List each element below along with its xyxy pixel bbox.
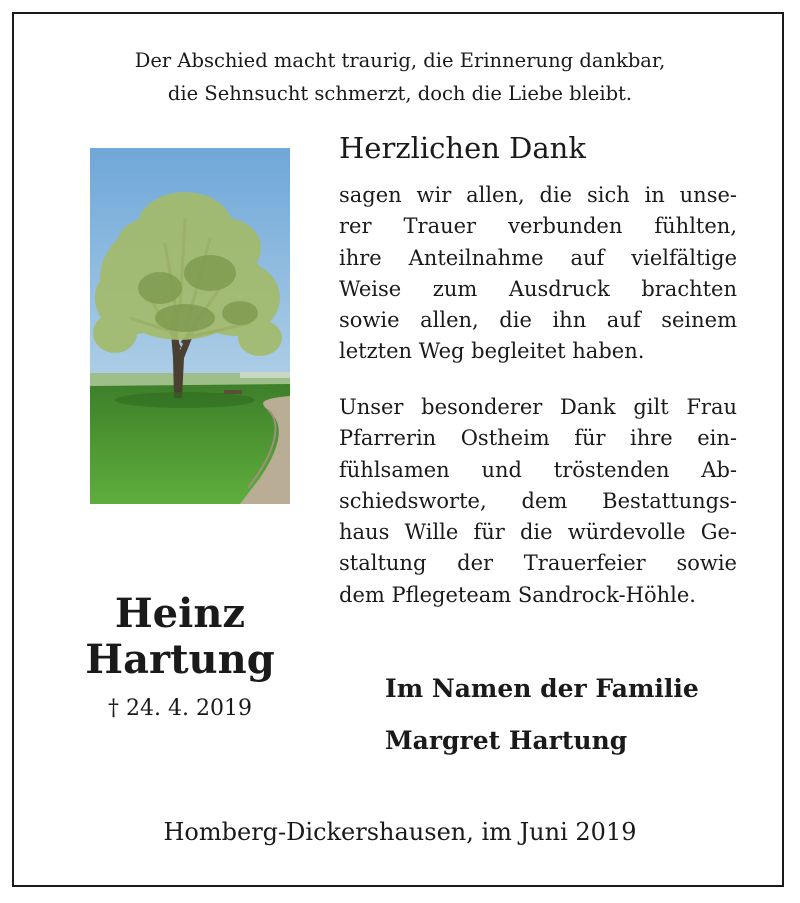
text-line: Pfarrerin Ostheim für ihre ein- [339,426,737,451]
text-line: haus Wille für die würdevolle Ge- [339,520,737,545]
death-date: † 24. 4. 2019 [108,696,252,721]
motto [0,44,800,110]
thanks-paragraph-2 [339,392,737,611]
motto-line-1: Der Abschied macht traurig, die Erinnerung dankbar, [134,49,666,72]
text-line: letzten Weg begleitet haben. [339,339,645,364]
text-line: schiedsworte, dem Bestattungs- [339,488,737,513]
text-line: dem Pflegeteam Sandrock-Höhle. [339,582,696,607]
text-line: staltung der Trauerfeier sowie [339,551,737,576]
deceased-first-name: Heinz [114,590,246,637]
tree-photo [90,148,290,504]
text-line: rer Trauer verbunden fühlten, [339,214,737,239]
text-line: ihre Anteilnahme auf vielfältige [339,245,737,270]
text-line: fühlsamen und tröstenden Ab- [339,457,737,482]
text-line: Weise zum Ausdruck brachten [339,276,737,301]
text-line: Unser besonderer Dank gilt Frau [339,395,737,419]
motto-line-2: die Sehnsucht schmerzt, doch die Liebe bleibt. [167,82,633,105]
text-line: sagen wir allen, die sich in unse- [339,183,737,207]
signature-name: Margret Hartung [385,726,628,755]
thanks-heading: Herzlichen Dank [339,131,586,165]
thanks-paragraph-1 [339,180,737,368]
place-and-date: Homberg-Dickershausen, im Juni 2019 [163,818,637,846]
text-line: sowie allen, die ihn auf seinem [339,308,737,333]
deceased-last-name: Hartung [85,636,275,683]
signature-line-1: Im Namen der Familie [385,674,699,703]
